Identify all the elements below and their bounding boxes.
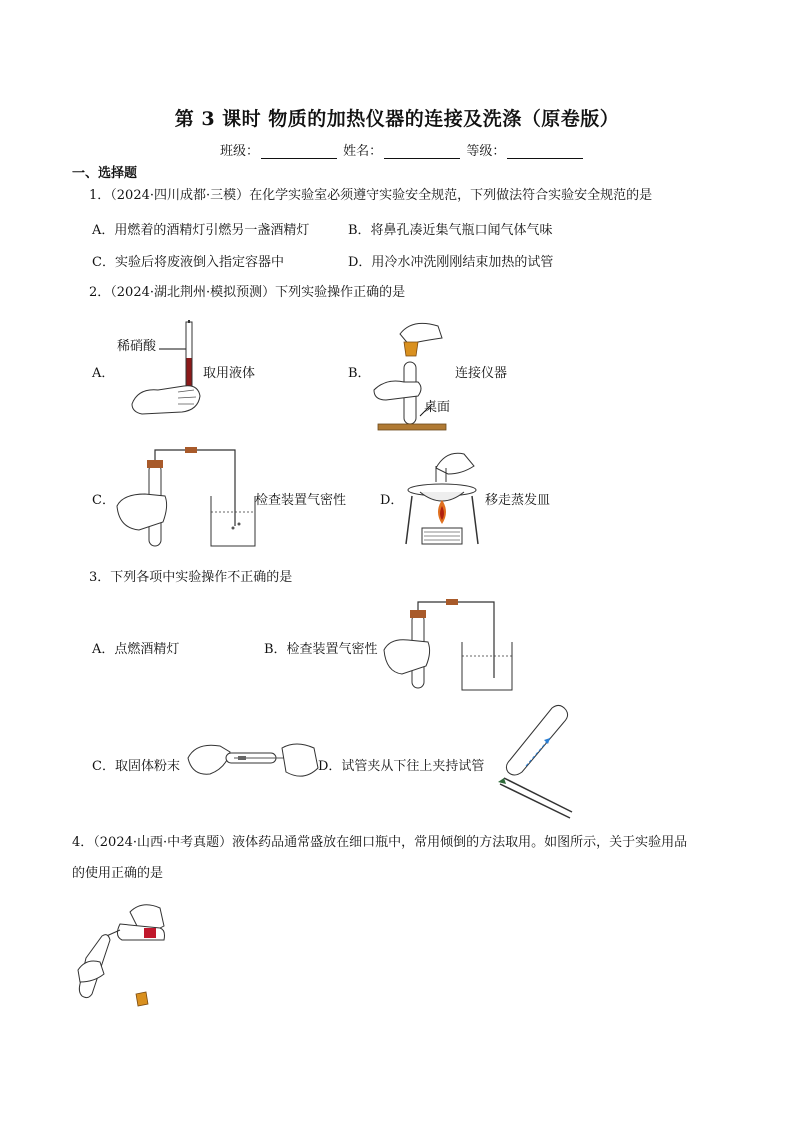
q3-option-c[interactable]: C．取固体粉末 xyxy=(92,759,180,774)
q3-d-test-tube-holder-illustration xyxy=(496,702,576,820)
page-title: 第 3 课时 物质的加热仪器的连接及洗涤（原卷版） xyxy=(174,108,620,130)
q3-b-airtight-illustration xyxy=(382,598,512,694)
grade-blank[interactable] xyxy=(507,145,583,159)
q2-option-c[interactable]: C． xyxy=(92,493,115,508)
q2-a-dropper-illustration xyxy=(128,318,208,414)
q2-stem: 2．（2024·湖北荆州·模拟预测）下列实验操作正确的是 xyxy=(89,285,406,300)
q3-option-a[interactable]: A．点燃酒精灯 xyxy=(92,642,180,657)
q2-c-caption: 检查装置气密性 xyxy=(255,493,347,508)
q2-option-a[interactable]: A． xyxy=(92,366,115,381)
name-blank[interactable] xyxy=(384,145,460,159)
grade-label: 等级： xyxy=(466,144,506,159)
q1-option-b[interactable]: B．将鼻孔凑近集气瓶口闻气体气味 xyxy=(348,223,553,238)
q2-b-desk-label: 桌面 xyxy=(424,400,451,415)
q3-stem: 3．下列各项中实验操作不正确的是 xyxy=(89,570,293,585)
q1-option-a[interactable]: A．用燃着的酒精灯引燃另一盏酒精灯 xyxy=(92,223,310,238)
q2-option-d[interactable]: D． xyxy=(380,493,404,508)
q2-option-b[interactable]: B． xyxy=(348,366,371,381)
q1-stem: 1．（2024·四川成都·三模）在化学实验室必须遵守实验安全规范，下列做法符合实验安全规范的是 xyxy=(89,188,653,203)
section-heading: 一、选择题 xyxy=(72,166,138,181)
student-info xyxy=(220,140,585,159)
q2-d-evaporating-dish-illustration xyxy=(402,444,486,550)
class-label: 班级： xyxy=(220,144,260,159)
q1-option-c[interactable]: C．实验后将废液倒入指定容器中 xyxy=(92,255,284,270)
class-blank[interactable] xyxy=(261,145,337,159)
q3-c-powder-illustration xyxy=(186,738,320,786)
q2-a-caption: 取用液体 xyxy=(203,366,256,381)
name-label: 姓名： xyxy=(343,144,383,159)
q4-stem-line2: 的使用正确的是 xyxy=(72,866,164,881)
q2-c-airtight-illustration xyxy=(115,446,255,550)
q1-option-d[interactable]: D．用冷水冲洗刚刚结束加热的试管 xyxy=(348,255,554,270)
q4-pouring-illustration xyxy=(72,900,182,1008)
q2-b-connect-illustration xyxy=(372,316,452,434)
q2-d-caption: 移走蒸发皿 xyxy=(485,493,551,508)
q2-a-reagent-label: 稀硝酸 xyxy=(117,339,157,354)
q2-b-caption: 连接仪器 xyxy=(455,366,508,381)
q3-option-d[interactable]: D．试管夹从下往上夹持试管 xyxy=(318,759,485,774)
q3-option-b[interactable]: B．检查装置气密性 xyxy=(264,642,378,657)
q4-stem-line1: 4．（2024·山西·中考真题）液体药品通常盛放在细口瓶中，常用倾倒的方法取用。如图所示，关于实验用品 xyxy=(72,835,688,850)
